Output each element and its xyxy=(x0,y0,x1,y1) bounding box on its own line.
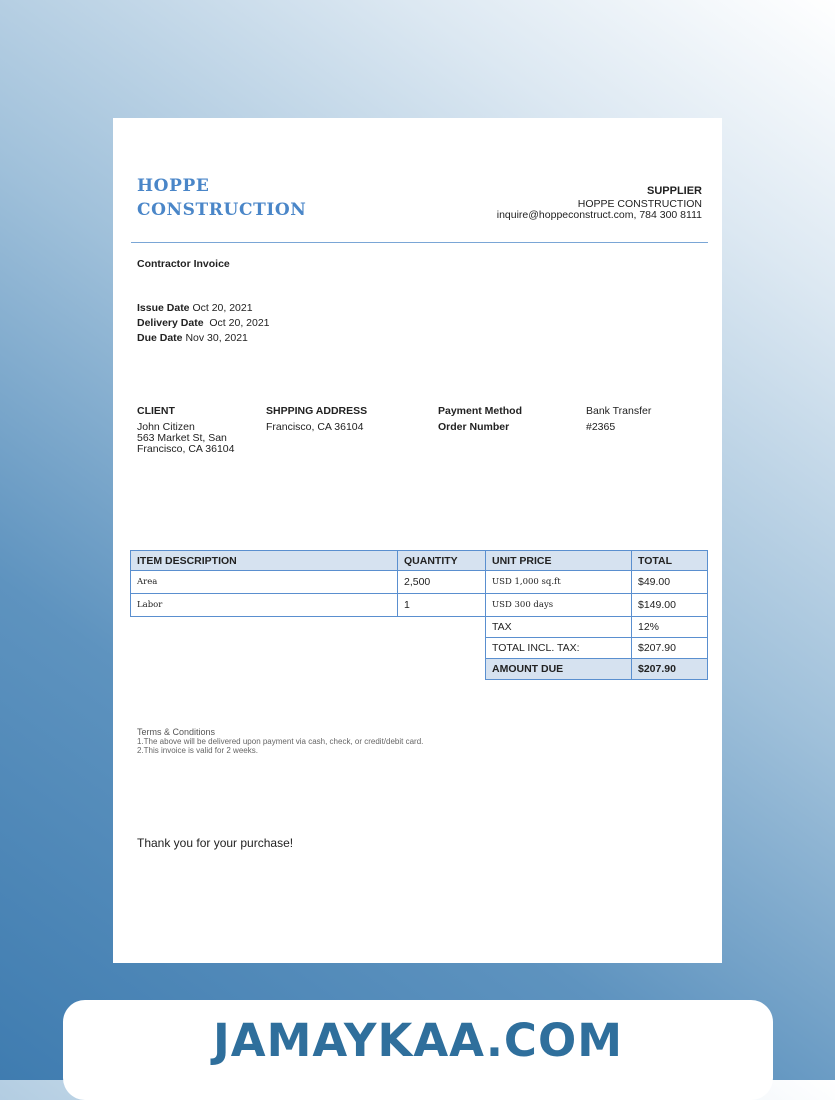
dates-block xyxy=(137,301,270,346)
company-logo xyxy=(137,174,306,222)
due-date-row xyxy=(137,331,270,346)
company-logo-line1: HOPPE xyxy=(137,176,210,196)
supplier-name: HOPPE CONSTRUCTION xyxy=(577,198,702,210)
summary-row-tax xyxy=(131,617,708,638)
item-quantity: 1 xyxy=(398,594,486,617)
summary-row-total xyxy=(131,638,708,659)
due-date-value: Nov 30, 2021 xyxy=(185,332,248,344)
tax-value: 12% xyxy=(632,617,708,638)
client-line2: 563 Market St, San xyxy=(137,432,227,444)
issue-date-label: Issue Date xyxy=(137,302,190,314)
shipping-heading: SHPPING ADDRESS xyxy=(266,405,368,417)
shipping-block xyxy=(266,406,367,433)
order-number-value: #2365 xyxy=(586,421,616,433)
total-incl-tax-label: TOTAL INCL. TAX: xyxy=(486,638,632,659)
amount-due-label: AMOUNT DUE xyxy=(486,659,632,680)
thank-you-message: Thank you for your purchase! xyxy=(137,836,294,850)
header-quantity: QUANTITY xyxy=(398,551,486,571)
delivery-date-label: Delivery Date xyxy=(137,317,204,329)
supplier-block xyxy=(497,186,702,221)
header-item-description: ITEM DESCRIPTION xyxy=(131,551,398,571)
document-title: Contractor Invoice xyxy=(137,258,230,270)
items-table xyxy=(130,550,708,680)
invoice-page xyxy=(113,118,722,963)
order-number-label: Order Number xyxy=(438,421,510,433)
supplier-heading: SUPPLIER xyxy=(646,185,702,197)
item-unit-price: USD 1,000 sq.ft xyxy=(486,571,632,594)
payment-values xyxy=(586,406,651,433)
header-total: TOTAL xyxy=(632,551,708,571)
table-row xyxy=(131,571,708,594)
item-description: Area xyxy=(131,571,398,594)
supplier-contact: inquire@hoppeconstruct.com, 784 300 8111 xyxy=(496,209,702,221)
due-date-label: Due Date xyxy=(137,332,183,344)
item-description: Labor xyxy=(131,594,398,617)
item-unit-price: USD 300 days xyxy=(486,594,632,617)
item-total: $149.00 xyxy=(632,594,708,617)
total-incl-tax-value: $207.90 xyxy=(632,638,708,659)
terms-line2: 2.This invoice is valid for 2 weeks. xyxy=(137,746,258,755)
amount-due-value: $207.90 xyxy=(632,659,708,680)
payment-labels xyxy=(438,406,522,433)
summary-row-amount-due xyxy=(131,659,708,680)
tax-label: TAX xyxy=(486,617,632,638)
item-quantity: 2,500 xyxy=(398,571,486,594)
delivery-date-row xyxy=(137,316,270,331)
header-unit-price: UNIT PRICE xyxy=(486,551,632,571)
shipping-line1: Francisco, CA 36104 xyxy=(266,421,364,433)
banner-text: JAMAYKAA.COM xyxy=(213,1014,623,1067)
company-logo-line2: CONSTRUCTION xyxy=(137,200,307,220)
terms-line1: 1.The above will be delivered upon payment via cash, check, or credit/debit card. xyxy=(137,737,424,746)
terms-block xyxy=(137,728,423,755)
payment-method-value: Bank Transfer xyxy=(586,405,652,417)
issue-date-row xyxy=(137,301,270,316)
client-line3: Francisco, CA 36104 xyxy=(137,443,235,455)
payment-method-label: Payment Method xyxy=(438,405,523,417)
delivery-date-value: Oct 20, 2021 xyxy=(209,317,270,329)
header-divider xyxy=(131,242,708,243)
watermark-banner xyxy=(63,1000,773,1100)
item-total: $49.00 xyxy=(632,571,708,594)
issue-date-value: Oct 20, 2021 xyxy=(192,302,253,314)
table-header-row xyxy=(131,551,708,571)
client-heading: CLIENT xyxy=(137,405,175,417)
client-block xyxy=(137,406,234,455)
table-row xyxy=(131,594,708,617)
client-line1: John Citizen xyxy=(137,421,195,433)
terms-heading: Terms & Conditions xyxy=(137,727,216,737)
